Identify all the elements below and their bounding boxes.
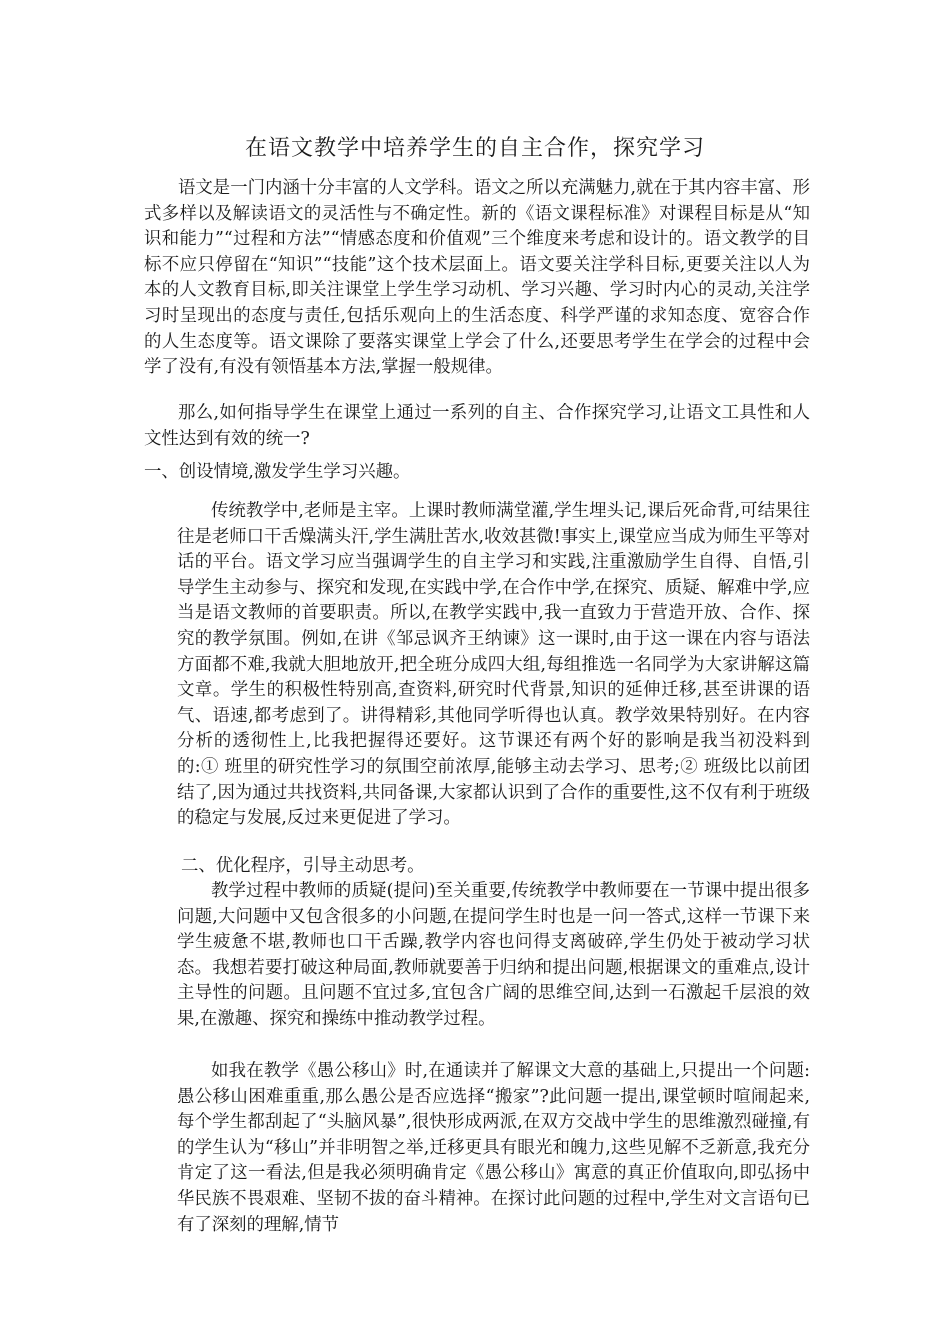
example-paragraph: 如我在教学《愚公移山》时,在通读并了解课文大意的基础上,只提出一个问题:愚公移山困难重重,那么愚公是否应选择“搬家”?此问题一提出,课堂顿时喧闹起来,每个学生都刮起了“头脑风暴”,很快形成两派,在双方交战中学生的思维激烈碰撞,有的学生认为“移山”并非明智之举,迁移更具有眼光和魄力,这些见解不乏新意,我充分肯定了这一看法,但是我必须明确肯定《愚公移山》寓意的真正价值取向,即弘扬中华民族不畏艰难、坚韧不拔的奋斗精神。在探讨此问题的过程中,学生对文言语句已有了深刻的理解,情节 — [177, 1061, 810, 1235]
section-one-paragraph: 传统教学中,老师是主宰。上课时教师满堂灌,学生埋头记,课后死命背,可结果往往是老师口干舌燥满头汗,学生满肚苦水,收效甚微!事实上,课堂应当成为师生平等对话的平台。语文学习应当强调学生的自主学习和实践,注重激励学生自得、自悟,引导学生主动参与、探究和发现,在实践中学,在合作中学,在探究、质疑、解难中学,应当是语文教师的首要职责。所以,在教学实践中,我一直致力于营造开放、合作、探究的教学氛围。例如,在讲《邹忌讽齐王纳谏》这一课时,由于这一课在内容与语法方面都不难,我就大胆地放开,把全班分成四大组,每组推选一名同学为大家讲解这篇文章。学生的积极性特别高,查资料,研究时代背景,知识的延伸迁移,甚至讲课的语气、语速,都考虑到了。讲得精彩,其他同学听得也认真。教学效果特别好。在内容分析的透彻性上,比我把握得还要好。这节课还有两个好的影响是我当初没料到的:① 班里的研究性学习的氛围空前浓厚,能够主动去学习、思考;② 班级比以前团结了,因为通过共找资料,共同备课,大家都认识到了合作的重要性,这不仅有利于班级的稳定与发展,反过来更促进了学习。 — [177, 501, 810, 829]
section-heading-two: 二、优化程序，引导主动思考。 — [181, 856, 425, 876]
intro-paragraph: 语文是一门内涵十分丰富的人文学科。语文之所以充满魅力,就在于其内容丰富、形式多样以及解读语文的灵活性与不确定性。新的《语文课程标准》对课程目标是从“知识和能力”“过程和方法”“情感态度和价值观”三个维度来考虑和设计的。语文教学的目标不应只停留在“知识”“技能”这个技术层面上。语文要关注学科目标,更要关注以人为本的人文教育目标,即关注课堂上学生学习动机、学习兴趣、学习时内心的灵动,关注学习时呈现出的态度与责任,包括乐观向上的生活态度、科学严谨的求知态度、宽容合作的人生态度等。语文课除了要落实课堂上学会了什么,还要思考学生在学会的过程中会学了没有,有没有领悟基本方法,掌握一般规律。 — [144, 178, 810, 378]
section-two-paragraph: 教学过程中教师的质疑(提问)至关重要,传统教学中教师要在一节课中提出很多问题,大问题中又包含很多的小问题,在提问学生时也是一问一答式,这样一节课下来学生疲惫不堪,教师也口干舌躁,教学内容也问得支离破碎,学生仍处于被动学习状态。我想若要打破这种局面,教师就要善于归纳和提出问题,根据课文的重难点,设计主导性的问题。且问题不宜过多,宜包含广阔的思维空间,达到一石激起千层浪的效果,在激趣、探究和操练中推动教学过程。 — [177, 881, 810, 1029]
section-heading-one: 一、创设情境,激发学生学习兴趣。 — [144, 462, 411, 482]
question-paragraph: 那么,如何指导学生在课堂上通过一系列的自主、合作探究学习,让语文工具性和人文性达到有效的统一? — [144, 403, 810, 449]
document-title: 在语文教学中培养学生的自主合作，探究学习 — [244, 136, 705, 161]
